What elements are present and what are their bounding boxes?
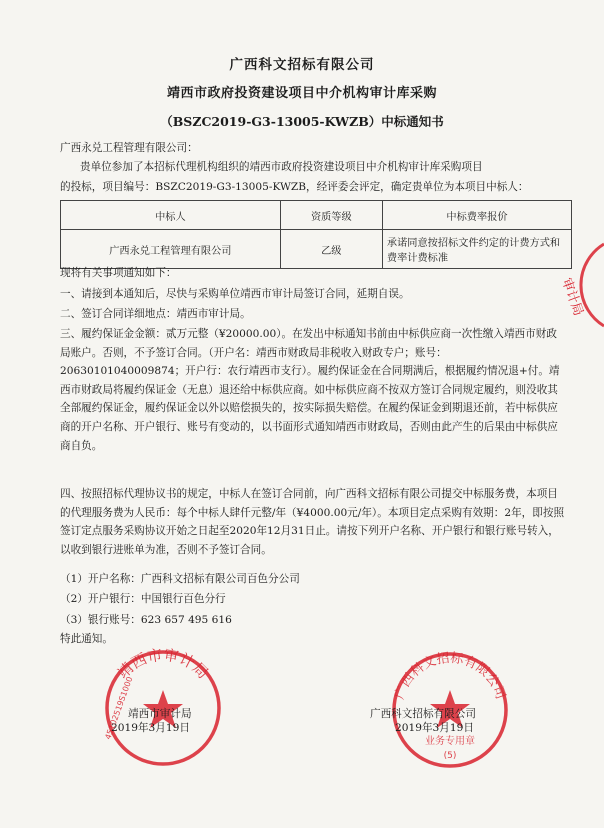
item-three: 三、履约保证金金额：贰万元整（¥20000.00）。在发出中标通知书前由中标供应商一次性缴入靖西市财政局账户。否则，不予签订合同。（开户名：靖西市财政局非税收入财政专户；账号：20630101040009874；开户行：农行靖西市支行）。履约保证金在合同期满后，根据履约情况退+付。靖西市财政局将履约保证金（无息）退还给中标供应商。如中标供应商不按双方签订合同规定履约，则没收其全部履约保证金，履约保证金以外以赔偿损失的，按实际损失赔偿。在履约保证金到期退还前，若中标供应商的开户名称、开户银行、账号有变动的，以书面形式通知靖西市财政局，否则由此产生的后果由中标供应商自负。 [60, 328, 560, 452]
left-stamp-code: 45102519S1000 [103, 675, 135, 741]
margin-stamp [548, 240, 604, 330]
right-stamp-num: (5) [443, 751, 457, 761]
bank-name: （1）开户名称：广西科文招标有限公司百色分公司 [60, 573, 300, 585]
table-row [61, 230, 572, 269]
closing: 特此通知。 [60, 633, 113, 645]
award-table [60, 200, 572, 269]
left-signature-date: 2019年3月19日 [111, 722, 190, 734]
right-stamp-text: 广西科文招标有限公司 [392, 650, 508, 702]
table-header-winner: 中标人 [61, 201, 281, 230]
notice-title: （BSZC2019-G3-13005-KWZB）中标通知书 [160, 114, 444, 129]
table-header-grade: 资质等级 [280, 201, 382, 230]
salutation: 广西永兑工程管理有限公司： [60, 142, 198, 154]
item-four: 四、按照招标代理协议书的规定，中标人在签订合同前，向广西科文招标有限公司提交中标服务费，本项目的代理服务费为人民币：每个中标人肆仟元整/年（¥4000.00元/年）。本项目定点采购有效期：2年，即按照签订定点服务采购协议开始之日起至2020年12月31日止。请按下列开户名称、开户银行和银行账号转入，以收到银行进账单为准，否则不予签订合同。 [60, 488, 565, 556]
margin-stamp-text: 审计局 [558, 276, 586, 319]
bank-bank: （2）开户银行：中国银行百色分行 [60, 593, 226, 605]
left-stamp-text: 靖西市审计局 [113, 645, 213, 683]
project-title: 靖西市政府投资建设项目中介机构审计库采购 [166, 86, 437, 101]
intro-line-1: 贵单位参加了本招标代理机构组织的靖西市政府投资建设项目中介机构审计库采购项目 [80, 161, 483, 173]
notice-lead: 现将有关事项通知如下： [60, 267, 177, 279]
left-official-stamp [98, 640, 228, 770]
table-header-rate: 中标费率报价 [382, 201, 571, 230]
right-stamp-sub: 业务专用章 [425, 736, 475, 747]
company-title: 广西科文招标有限公司 [229, 57, 375, 73]
right-signature-date: 2019年3月19日 [395, 722, 474, 734]
left-signature-org: 靖西市审计局 [128, 708, 192, 720]
intro-line-2: 的投标，项目编号：BSZC2019-G3-13005-KWZB，经评委会评定，确定贵单位为本项目中标人： [60, 181, 529, 193]
item-two: 二、签订合同详细地点：靖西市审计局。 [60, 308, 251, 320]
grade-cell: 乙级 [280, 230, 382, 269]
winner-cell: 广西永兑工程管理有限公司 [61, 230, 281, 269]
bank-account: （3）银行账号：623 657 495 616 [60, 614, 232, 626]
table-header-row [61, 201, 572, 230]
rate-cell: 承诺同意按招标文件约定的计费方式和费率计费标准 [382, 230, 571, 269]
item-one: 一、请接到本通知后，尽快与采购单位靖西市审计局签订合同，延期自误。 [60, 288, 410, 300]
right-signature-org: 广西科文招标有限公司 [370, 708, 476, 720]
